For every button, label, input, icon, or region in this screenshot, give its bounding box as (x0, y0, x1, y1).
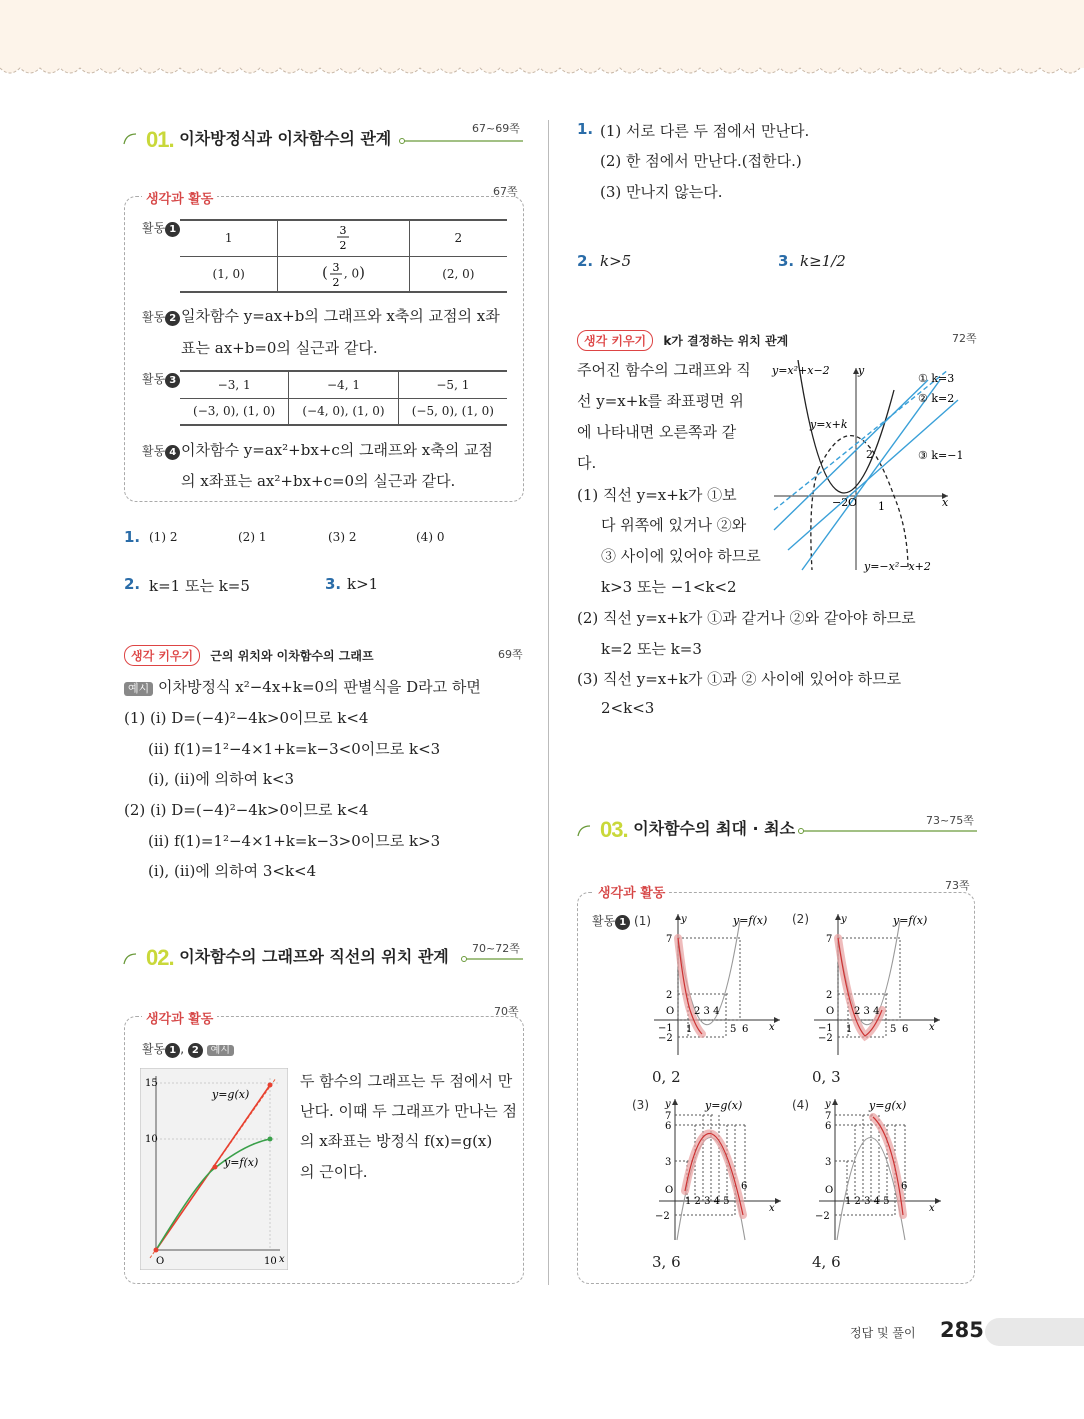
table-cell: 2 (409, 220, 507, 256)
think-page: 72쪽 (952, 332, 977, 345)
svg-text:7: 7 (665, 1111, 672, 1122)
table-cell: (2, 0) (409, 256, 507, 292)
svg-text:x: x (929, 1022, 935, 1033)
minmax-graph-2 (810, 910, 945, 1060)
para-line: 선 y=x+k를 좌표평면 위 (577, 392, 744, 410)
answer-2-text: k=1 또는 k=5 (149, 577, 250, 595)
k2-label: ② k=2 (918, 392, 955, 405)
svg-text:1 2 3 4 5: 1 2 3 4 5 (845, 1196, 890, 1207)
graph-3-number: (3) (632, 1098, 649, 1112)
svg-text:6: 6 (741, 1181, 748, 1192)
svg-text:−2: −2 (658, 1033, 673, 1044)
svg-text:y: y (665, 1099, 671, 1110)
y-tick-15: 15 (145, 1078, 158, 1089)
svg-text:−1: −1 (658, 1023, 673, 1034)
solution-line: (2) (i) D=(−4)²−4k>0이므로 k<4 (124, 801, 369, 819)
svg-text:2: 2 (339, 238, 347, 251)
svg-text:x: x (769, 1203, 775, 1214)
r-answer-1-2: (2) 한 점에서 만난다.(접한다.) (600, 152, 802, 170)
tick-1: 1 (878, 500, 885, 513)
fn-label: y=g(x) (705, 1099, 743, 1112)
para-line: 주어진 함수의 그래프와 직 (577, 361, 751, 379)
think-title: k가 결정하는 위치 관계 (663, 334, 789, 348)
example-tag: 예시 (207, 1045, 234, 1056)
fn-label: y=f(x) (893, 914, 928, 927)
minmax-graph-1 (650, 910, 785, 1060)
svg-text:6: 6 (665, 1121, 672, 1132)
x-axis-label: x (942, 496, 949, 509)
svg-text:y: y (825, 1099, 831, 1110)
svg-text:x: x (769, 1022, 775, 1033)
activity-label: 활동 1 , 2 예시 (142, 1040, 234, 1058)
fn-label: y=f(x) (733, 914, 768, 927)
y-tick-10: 10 (145, 1134, 158, 1145)
svg-text:−1: −1 (818, 1023, 833, 1034)
r-answer-1-3: (3) 만나지 않는다. (600, 183, 723, 201)
svg-text:1 2 3 4 5: 1 2 3 4 5 (685, 1196, 730, 1207)
svg-text:2: 2 (666, 990, 673, 1001)
svg-text:3: 3 (665, 1157, 672, 1168)
solution-line: (i), (ii)에 의하여 3<k<4 (148, 862, 317, 880)
svg-text:O: O (666, 1006, 675, 1017)
activity-3-table (180, 370, 507, 426)
p1-line: ③ 사이에 있어야 하므로 (601, 547, 761, 565)
desc-line: 의 근이다. (300, 1163, 368, 1181)
svg-text:6: 6 (902, 1024, 909, 1035)
svg-text:2 3 4: 2 3 4 (694, 1006, 720, 1017)
activity-1-label: 활동 1 (142, 219, 180, 237)
activity-2-text: 일차함수 y=ax+b의 그래프와 x축의 교점의 x좌 (181, 307, 500, 325)
graph-2-answer: 0, 3 (812, 1068, 841, 1086)
origin-label: O (156, 1256, 165, 1267)
svg-text:6: 6 (901, 1181, 908, 1192)
svg-text:3: 3 (339, 223, 347, 237)
tick-m2: −2 (832, 496, 849, 509)
table-cell: (1, 0) (180, 256, 278, 292)
think-bubble: 생각 키우기 (577, 330, 653, 351)
think-bubble: 생각 키우기 (124, 645, 200, 666)
section-pages: 73~75쪽 (926, 814, 974, 827)
p3-line: 2<k<3 (601, 699, 655, 717)
f-label: y=f(x) (224, 1156, 259, 1169)
think-header (124, 645, 374, 666)
svg-text:O: O (826, 1006, 835, 1017)
section-number: 01 (146, 127, 169, 152)
fg-graph (140, 1068, 288, 1270)
table-cell: 1 (180, 220, 278, 256)
k3-label: ① k=3 (918, 372, 955, 385)
activity-tag: 생각과 활동 (594, 882, 669, 901)
graph-1-number: (1) (634, 914, 652, 928)
table-cell: −5, 1 (398, 371, 507, 398)
minmax-graph-3 (655, 1095, 785, 1245)
graph-2-number: (2) (792, 912, 809, 926)
svg-text:1: 1 (846, 1024, 853, 1035)
r-answer-3-text: k≥1/2 (800, 252, 846, 270)
r-answer-2-text: k>5 (600, 252, 632, 270)
activity-label: 활동 1 (1) (592, 914, 652, 928)
svg-text:7: 7 (666, 934, 673, 945)
r-answer-2: 2. (577, 252, 594, 270)
section-title-text: 이차함수의 최대 · 최소 (633, 819, 796, 838)
x-tick-10: 10 (264, 1256, 277, 1267)
activity-2-label: 활동 2 (142, 308, 180, 326)
activity-tag: 생각과 활동 (142, 188, 217, 207)
answer-1-1: (1) 2 (149, 530, 178, 544)
g-label: y=g(x) (212, 1088, 250, 1101)
answer-1-4: (4) 0 (416, 530, 445, 544)
svg-text:O: O (665, 1185, 674, 1196)
section-pages: 67~69쪽 (472, 122, 520, 135)
desc-line: 의 x좌표는 방정식 f(x)=g(x) (300, 1132, 493, 1150)
solution-line: (1) (i) D=(−4)²−4k>0이므로 k<4 (124, 709, 369, 727)
graph-4-answer: 4, 6 (812, 1253, 841, 1271)
activity-4-text: 의 x좌표는 ax²+bx+c=0의 실근과 같다. (181, 472, 456, 490)
svg-text:−2: −2 (815, 1211, 830, 1222)
x-axis-label: x (279, 1254, 285, 1265)
answer-3-text: k>1 (347, 575, 379, 593)
answer-1: 1. (124, 528, 141, 546)
footer-label: 정답 및 풀이 (850, 1326, 916, 1340)
svg-text:7: 7 (825, 1111, 832, 1122)
svg-text:2 3 4: 2 3 4 (854, 1006, 880, 1017)
p1-line: (1) 직선 y=x+k가 ①보 (577, 486, 737, 504)
table-cell: −4, 1 (289, 371, 398, 398)
r-answer-3: 3. (778, 252, 795, 270)
svg-text:6: 6 (825, 1121, 832, 1132)
svg-text:1: 1 (686, 1024, 693, 1035)
answer-2: 2. (124, 575, 141, 593)
activity-page: 70쪽 (494, 1005, 519, 1018)
section-03-title: 03. 이차함수의 최대 · 최소 (600, 817, 796, 842)
svg-text:7: 7 (826, 934, 833, 945)
svg-text:3: 3 (332, 260, 340, 274)
svg-text:y: y (681, 914, 687, 925)
svg-text:−2: −2 (655, 1211, 670, 1222)
table-cell: ( 3 2 , 0) (278, 256, 409, 292)
activity-4-text: 이차함수 y=ax²+bx+c의 그래프와 x축의 교점 (181, 441, 493, 459)
svg-text:2: 2 (826, 990, 833, 1001)
fn-label: y=g(x) (869, 1099, 907, 1112)
activity-1-table (180, 219, 507, 293)
p1-line: k>3 또는 −1<k<2 (601, 578, 737, 596)
km1-label: ③ k=−1 (918, 449, 964, 462)
section-title-text: 이차방정식과 이차함수의 관계 (179, 129, 392, 148)
section-pages: 70~72쪽 (472, 942, 520, 955)
answer-1-2: (2) 1 (238, 530, 267, 544)
think-page: 69쪽 (498, 648, 523, 661)
svg-text:y: y (841, 914, 847, 925)
example-tag: 예시 (124, 682, 153, 696)
activity-3-label: 활동 3 (142, 370, 180, 388)
svg-text:2: 2 (332, 275, 340, 288)
section-02-title: 02. 이차함수의 그래프와 직선의 위치 관계 (146, 945, 449, 970)
section-title-text: 이차함수의 그래프와 직선의 위치 관계 (179, 947, 449, 966)
solution-line: (ii) f(1)=1²−4×1+k=k−3<0이므로 k<3 (148, 740, 441, 758)
page-number: 285 (940, 1318, 984, 1342)
solution-line: 예시 이차방정식 x²−4x+k=0의 판별식을 D라고 하면 (124, 676, 481, 697)
answer-1-3: (3) 2 (328, 530, 357, 544)
section-01-title: 01. 이차방정식과 이차함수의 관계 (146, 127, 392, 152)
section-number: 02 (146, 945, 169, 970)
top-decorative-band (0, 0, 1084, 80)
y-axis-label: y (858, 364, 865, 377)
graph-4-number: (4) (792, 1098, 809, 1112)
r-answer-1-1: (1) 서로 다른 두 점에서 만난다. (600, 122, 810, 140)
footer-bar (985, 1318, 1084, 1346)
section-number: 03 (600, 817, 623, 842)
svg-text:3: 3 (825, 1157, 832, 1168)
minmax-graph-4 (815, 1095, 945, 1245)
p2-line: (2) 직선 y=x+k가 ①과 같거나 ②와 같아야 하므로 (577, 609, 916, 627)
para-line: 에 나타내면 오른쪽과 같 (577, 423, 737, 441)
bottom-curve-label: y=−x²−x+2 (864, 560, 931, 573)
table-cell (278, 220, 409, 256)
para-line: 다. (577, 454, 597, 472)
activity-page: 67쪽 (493, 185, 518, 198)
svg-text:5: 5 (890, 1024, 897, 1035)
tick-2: 2 (866, 448, 873, 461)
activity-page: 73쪽 (945, 879, 970, 892)
table-cell: (−4, 0), (1, 0) (289, 398, 398, 425)
activity-4-label: 활동 4 (142, 442, 180, 460)
svg-text:−2: −2 (818, 1033, 833, 1044)
r-answer-1: 1. (577, 120, 594, 138)
table-cell: −3, 1 (180, 371, 289, 398)
svg-text:6: 6 (742, 1024, 749, 1035)
p1-line: 다 위쪽에 있거나 ②와 (601, 516, 747, 534)
think-title: 근의 위치와 이차함수의 그래프 (210, 649, 374, 663)
activity-2-text: 표는 ax+b=0의 실근과 같다. (181, 339, 378, 357)
solution-line: (i), (ii)에 의하여 k<3 (148, 770, 295, 788)
activity-tag: 생각과 활동 (142, 1008, 217, 1027)
desc-line: 두 함수의 그래프는 두 점에서 만 (300, 1072, 513, 1090)
graph-3-answer: 3, 6 (652, 1253, 681, 1271)
line-label: y=x+k (810, 418, 848, 431)
desc-line: 난다. 이때 두 그래프가 만나는 점 (300, 1102, 517, 1120)
answer-3: 3. (325, 575, 342, 593)
svg-text:O: O (825, 1185, 834, 1196)
column-divider (548, 120, 549, 1285)
origin-label: O (848, 496, 858, 509)
graph-1-answer: 0, 2 (652, 1068, 681, 1086)
svg-text:5: 5 (730, 1024, 737, 1035)
top-curve-label: y=x²+x−2 (772, 364, 830, 377)
solution-line: (ii) f(1)=1²−4×1+k=k−3>0이므로 k>3 (148, 832, 441, 850)
p2-line: k=2 또는 k=3 (601, 640, 702, 658)
think-header (577, 330, 788, 351)
table-cell: (−3, 0), (1, 0) (180, 398, 289, 425)
svg-text:x: x (929, 1203, 935, 1214)
p3-line: (3) 직선 y=x+k가 ①과 ② 사이에 있어야 하므로 (577, 670, 902, 688)
table-cell: (−5, 0), (1, 0) (398, 398, 507, 425)
k-graph (768, 360, 978, 580)
